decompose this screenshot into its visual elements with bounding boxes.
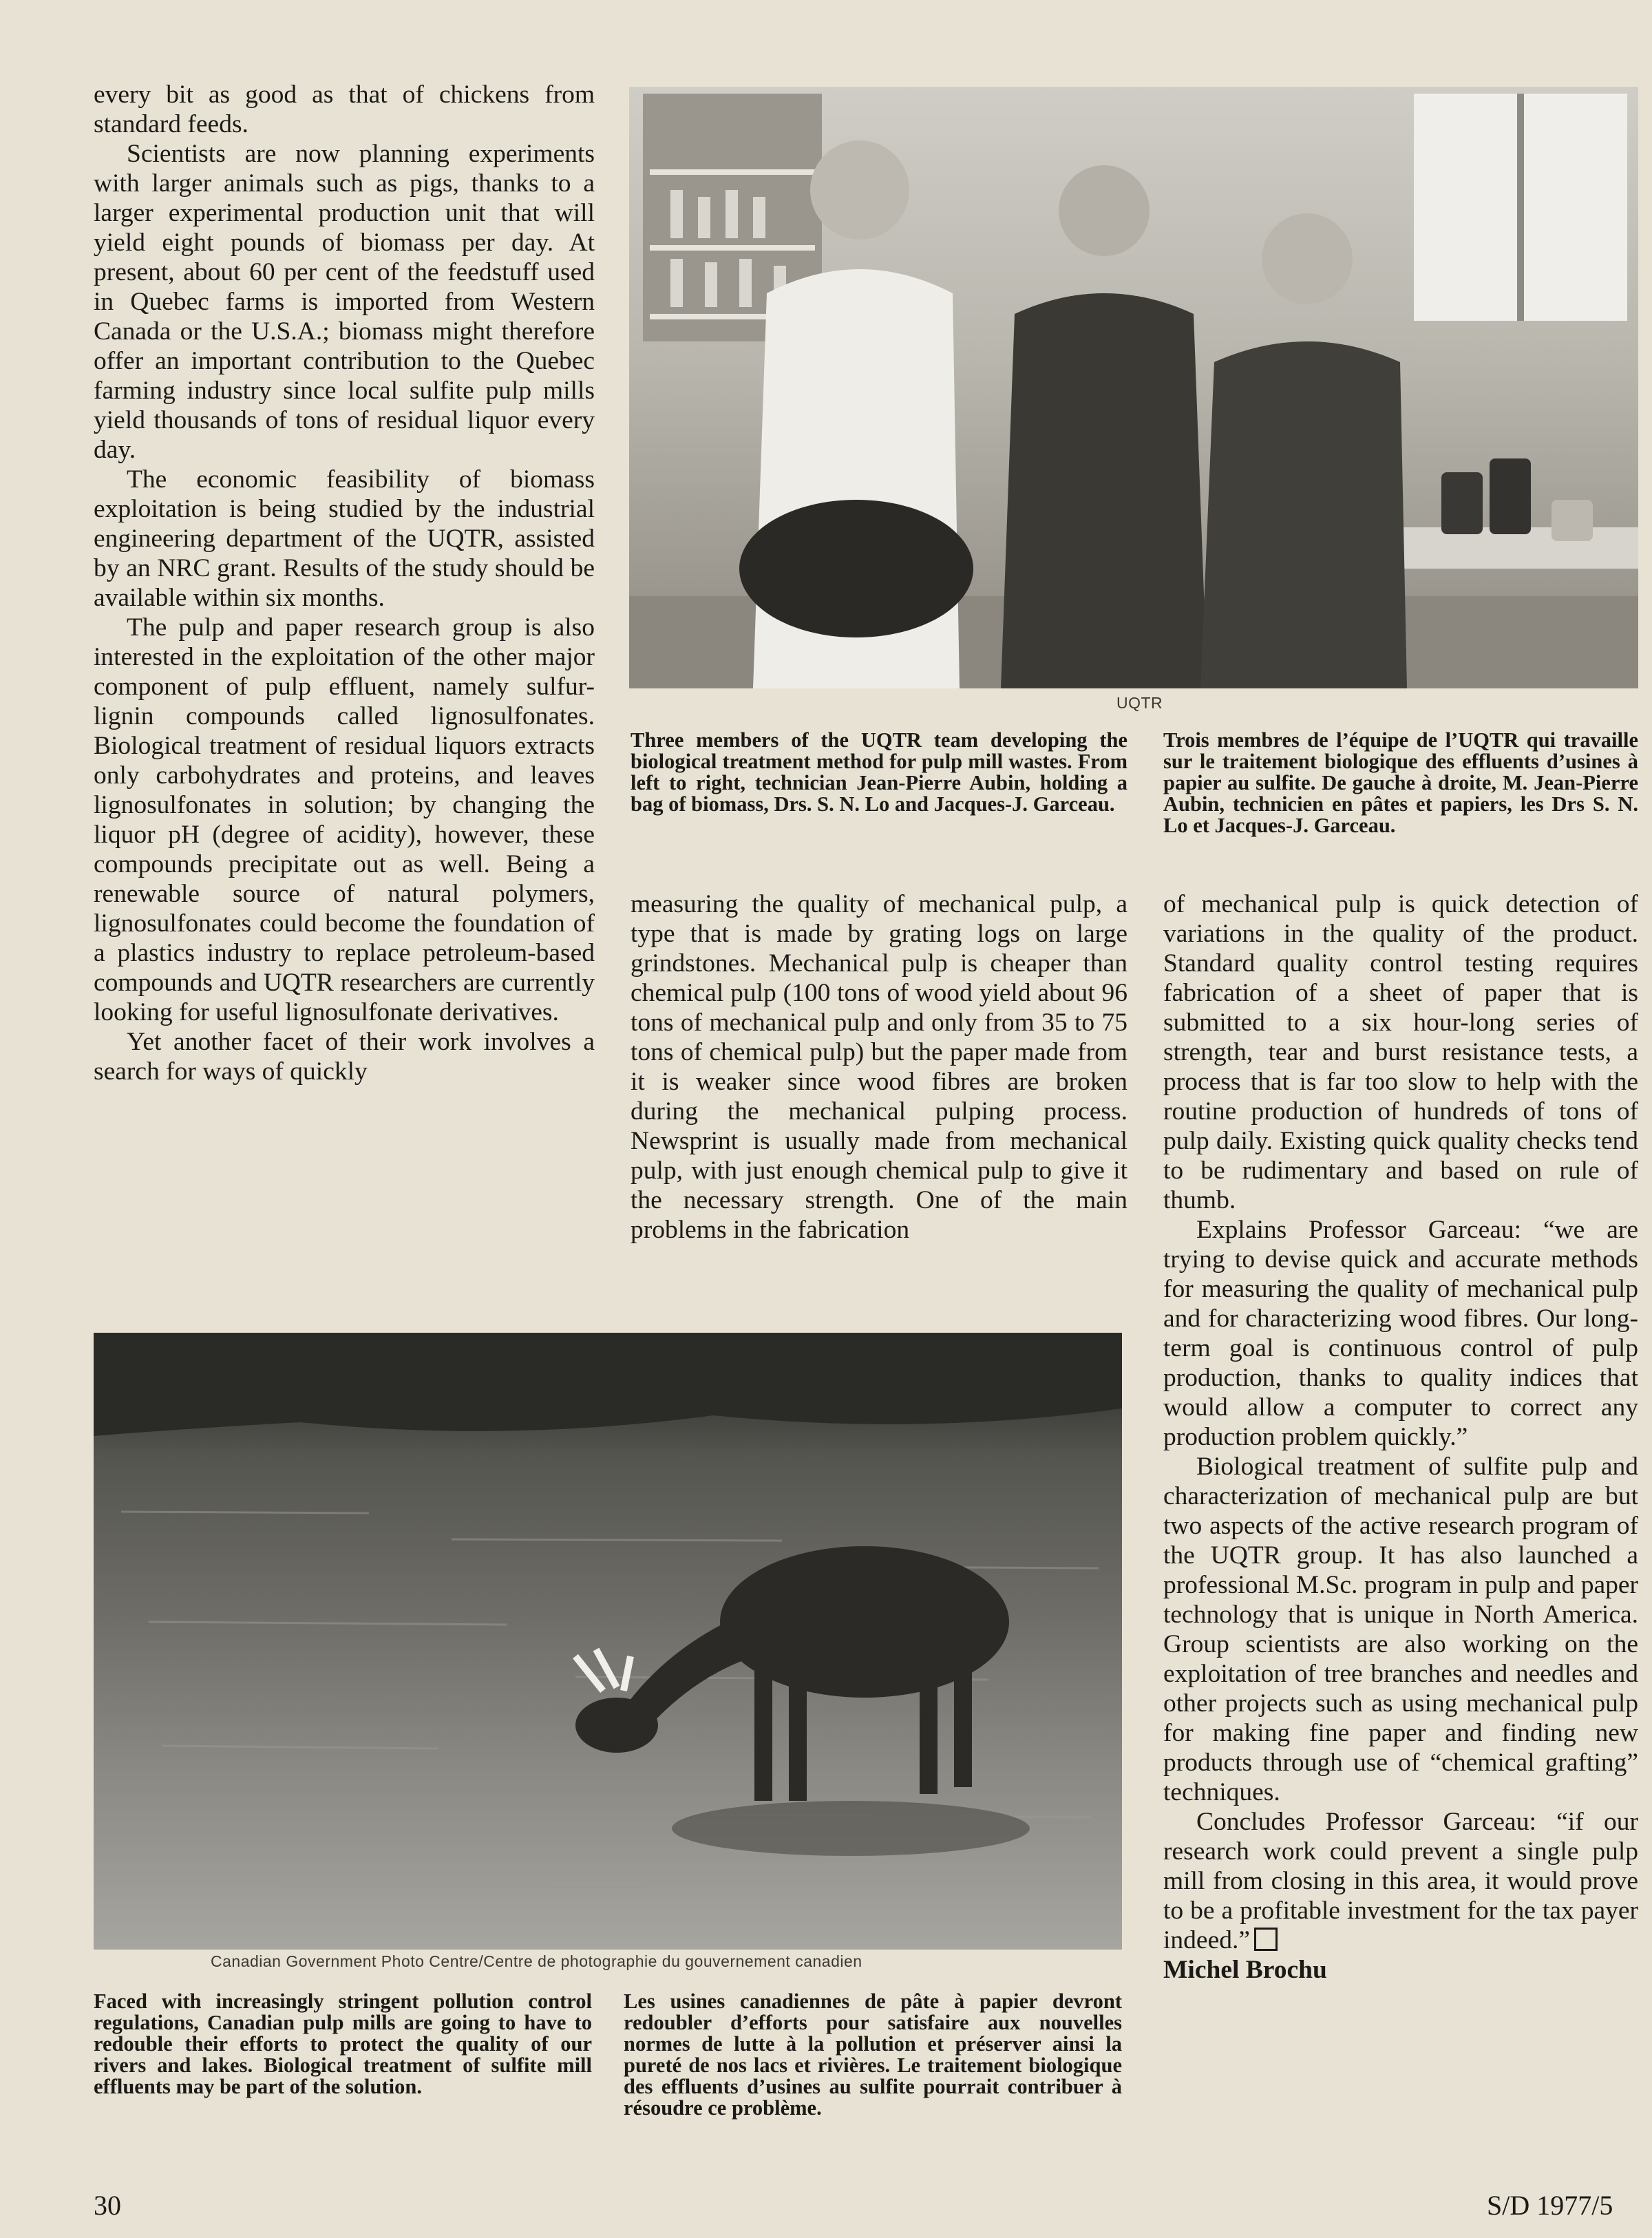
paragraph: Explains Professor Garceau: “we are trying to devise quick and accurate methods for measuring the quality of mechanical pulp and for characterizing wood fibres. Our long-term goal is continuous control of pulp production, thanks to quality indices that would allow a computer to correct any production problem quickly.”	[1163, 1216, 1638, 1451]
paragraph: measuring the quality of mechanical pulp, a type that is made by grating logs on large grindstones. Mechanical pulp is cheaper than chemical pulp (100 tons of wood yield about 96 tons of mechanical pulp and only from 35 to 75 tons of chemical pulp) but the paper made from it is weaker since wood fibres are broken during the mechanical pulping process. Newsprint is usually made from mechanical pulp, with just enough chemical pulp to give it the necessary strength. One of the main problems in the fabrication	[631, 890, 1127, 1244]
paragraph: The economic feasibility of biomass exploitation is being studied by the industrial engineering department of the UQTR, assisted by an NRC grant. Results of the study should be available within six months.	[94, 465, 595, 612]
photo-credit: UQTR	[1116, 694, 1163, 712]
paragraph: Yet another facet of their work involves a search for ways of quickly	[94, 1028, 595, 1086]
paragraph: every bit as good as that of chickens from standard feeds.	[94, 81, 595, 138]
photo-caption-fr: Les usines canadiennes de pâte à papier devront redoubler d’efforts pour satisfaire aux nouvelles normes de lutte à la pollution et préserver ainsi la pureté de nos lacs et rivières. Le traitement biologique des effluents d’usines au sulfite pourrait contribuer à résoudre ce problème.	[624, 1989, 1122, 2120]
paragraph: The pulp and paper research group is also interested in the exploitation of the other major component of pulp effluent, namely sulfur-lignin compounds called lignosulfonates. Biological treatment of residual liquors extracts only carbohydrates and proteins, and leaves lignosulfonates in solution; by changing the liquor pH (degree of acidity), however, these compounds precipitate out as well. Being a renewable source of natural polymers, lignosulfonates could become the foundation of a plastics industry to replace petroleum-based compounds and UQTR researchers are currently looking for useful lignosulfonate derivatives.	[94, 613, 595, 1026]
paragraph	[1163, 1807, 1638, 1955]
page-number: 30	[94, 2190, 121, 2221]
author-byline: Michel Brochu	[1163, 1956, 1327, 1984]
article-column-middle	[631, 889, 1127, 1245]
closing-paragraph-text: Concludes Professor Garceau: “if our research work could prevent a single pulp mill from closing in this area, it would prove to be a profitable investment for the tax payer indeed.”	[1163, 1808, 1638, 1954]
article-column-left	[94, 80, 595, 1086]
moose-photo	[94, 1333, 1122, 1950]
photo-caption-en: Three members of the UQTR team developing the biological treatment method for pulp mill wastes. From left to right, technician Jean-Pierre Aubin, holding a bag of biomass, Drs. S. N. Lo and Jacques-J. Garceau.	[631, 728, 1127, 816]
paragraph: of mechanical pulp is quick detection of variations in the quality of the product. Standard quality control testing requires fabrication of a sheet of paper that is submitted to a six hour-long series of strength, tear and burst resistance tests, a process that is far too slow to help with the routine production of hundreds of tons of pulp daily. Existing quick quality checks tend to be rudimentary and based on rule of thumb.	[1163, 890, 1638, 1214]
team-photo	[629, 87, 1638, 688]
article-column-right	[1163, 889, 1638, 1985]
photo-caption-fr: Trois membres de l’équipe de l’UQTR qui travaille sur le traitement biologique des effluents d’usines à papier au sulfite. De gauche à droite, M. Jean-Pierre Aubin, technicien en pâtes et papiers, les Drs S. N. Lo et Jacques-J. Garceau.	[1163, 728, 1638, 837]
photo-caption-en: Faced with increasingly stringent pollution control regulations, Canadian pulp mills are going to have to redouble their efforts to protect the quality of our rivers and lakes. Biological treatment of sulfite mill effluents may be part of the solution.	[94, 1989, 592, 2098]
photo-credit: Canadian Government Photo Centre/Centre de photographie du gouvernement canadien	[211, 1952, 862, 1970]
issue-label: S/D 1977/5	[1487, 2190, 1613, 2221]
paragraph: Biological treatment of sulfite pulp and characterization of mechanical pulp are but two aspects of the active research program of the UQTR group. It has also launched a professional M.Sc. program in pulp and paper technology that is unique in North America. Group scientists are also working on the exploitation of tree branches and needles and other projects such as using mechanical pulp for making fine paper and finding new products through use of “chemical grafting” techniques.	[1163, 1453, 1638, 1806]
end-mark-icon	[1254, 1928, 1278, 1951]
paragraph: Scientists are now planning experiments with larger animals such as pigs, thanks to a larger experimental production unit that will yield eight pounds of biomass per day. At present, about 60 per cent of the feedstuff used in Quebec farms is imported from Western Canada or the U.S.A.; biomass might therefore offer an important contribution to the Quebec farming industry since local sulfite pulp mills yield thousands of tons of residual liquor every day.	[94, 140, 595, 464]
